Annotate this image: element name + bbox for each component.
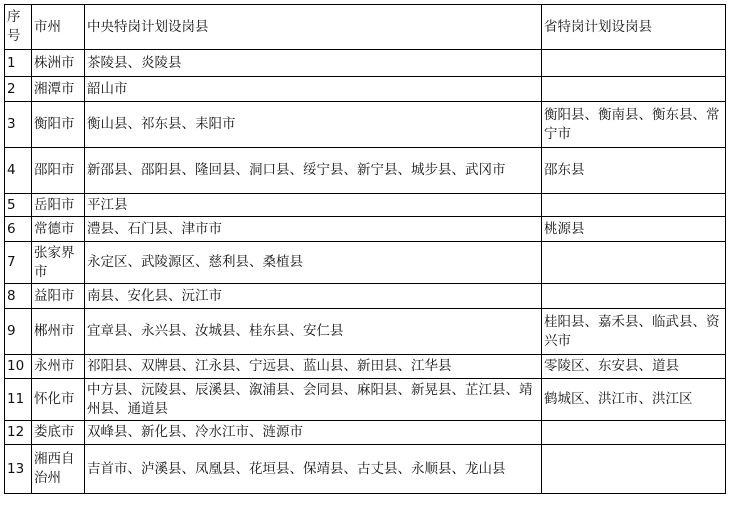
cell-index: 12	[5, 421, 32, 445]
cell-city: 岳阳市	[32, 194, 85, 217]
county-allocation-table	[4, 4, 726, 494]
cell-central: 平江县	[85, 194, 542, 217]
cell-province	[542, 77, 726, 102]
cell-province: 衡阳县、衡南县、衡东县、常宁市	[542, 102, 726, 148]
cell-index: 9	[5, 309, 32, 355]
cell-index: 10	[5, 355, 32, 379]
cell-index: 11	[5, 379, 32, 421]
cell-index: 3	[5, 102, 32, 148]
cell-city: 常德市	[32, 217, 85, 242]
cell-central: 永定区、武陵源区、慈利县、桑植县	[85, 242, 542, 284]
table-row	[5, 421, 726, 445]
cell-index: 8	[5, 284, 32, 309]
cell-city: 株洲市	[32, 50, 85, 77]
cell-index: 6	[5, 217, 32, 242]
cell-central: 新邵县、邵阳县、隆回县、洞口县、绥宁县、新宁县、城步县、武冈市	[85, 148, 542, 194]
cell-central: 吉首市、泸溪县、凤凰县、花垣县、保靖县、古丈县、永顺县、龙山县	[85, 445, 542, 494]
cell-city: 邵阳市	[32, 148, 85, 194]
table-row	[5, 242, 726, 284]
cell-central: 双峰县、新化县、冷水江市、涟源市	[85, 421, 542, 445]
cell-province: 桃源县	[542, 217, 726, 242]
cell-city: 张家界市	[32, 242, 85, 284]
table-row	[5, 148, 726, 194]
table-row	[5, 355, 726, 379]
cell-province	[542, 445, 726, 494]
table-row	[5, 102, 726, 148]
header-city: 市州	[32, 5, 85, 50]
cell-province: 零陵区、东安县、道县	[542, 355, 726, 379]
cell-city: 益阳市	[32, 284, 85, 309]
cell-city: 衡阳市	[32, 102, 85, 148]
cell-province	[542, 421, 726, 445]
table-row	[5, 379, 726, 421]
table-row	[5, 309, 726, 355]
cell-index: 4	[5, 148, 32, 194]
cell-province	[542, 284, 726, 309]
cell-province	[542, 242, 726, 284]
cell-central: 茶陵县、炎陵县	[85, 50, 542, 77]
cell-province: 鹤城区、洪江市、洪江区	[542, 379, 726, 421]
cell-city: 湘潭市	[32, 77, 85, 102]
cell-central: 祁阳县、双牌县、江永县、宁远县、蓝山县、新田县、江华县	[85, 355, 542, 379]
cell-city: 永州市	[32, 355, 85, 379]
cell-index: 1	[5, 50, 32, 77]
header-province: 省特岗计划设岗县	[542, 5, 726, 50]
table-row	[5, 194, 726, 217]
cell-central: 中方县、沅陵县、辰溪县、溆浦县、会同县、麻阳县、新晃县、芷江县、靖州县、通道县	[85, 379, 542, 421]
cell-city: 郴州市	[32, 309, 85, 355]
cell-province: 邵东县	[542, 148, 726, 194]
cell-central: 宜章县、永兴县、汝城县、桂东县、安仁县	[85, 309, 542, 355]
cell-province	[542, 194, 726, 217]
table-body	[5, 5, 726, 494]
cell-index: 2	[5, 77, 32, 102]
cell-index: 5	[5, 194, 32, 217]
cell-city: 湘西自治州	[32, 445, 85, 494]
table-row	[5, 217, 726, 242]
table-row	[5, 445, 726, 494]
cell-city: 娄底市	[32, 421, 85, 445]
cell-city: 怀化市	[32, 379, 85, 421]
cell-index: 7	[5, 242, 32, 284]
cell-central: 南县、安化县、沅江市	[85, 284, 542, 309]
table-row	[5, 50, 726, 77]
cell-central: 衡山县、祁东县、耒阳市	[85, 102, 542, 148]
table-row	[5, 77, 726, 102]
cell-central: 澧县、石门县、津市市	[85, 217, 542, 242]
table-row	[5, 284, 726, 309]
cell-central: 韶山市	[85, 77, 542, 102]
cell-province	[542, 50, 726, 77]
cell-index: 13	[5, 445, 32, 494]
cell-province: 桂阳县、嘉禾县、临武县、资兴市	[542, 309, 726, 355]
header-central: 中央特岗计划设岗县	[85, 5, 542, 50]
header-row	[5, 5, 726, 50]
header-index: 序号	[5, 5, 32, 50]
